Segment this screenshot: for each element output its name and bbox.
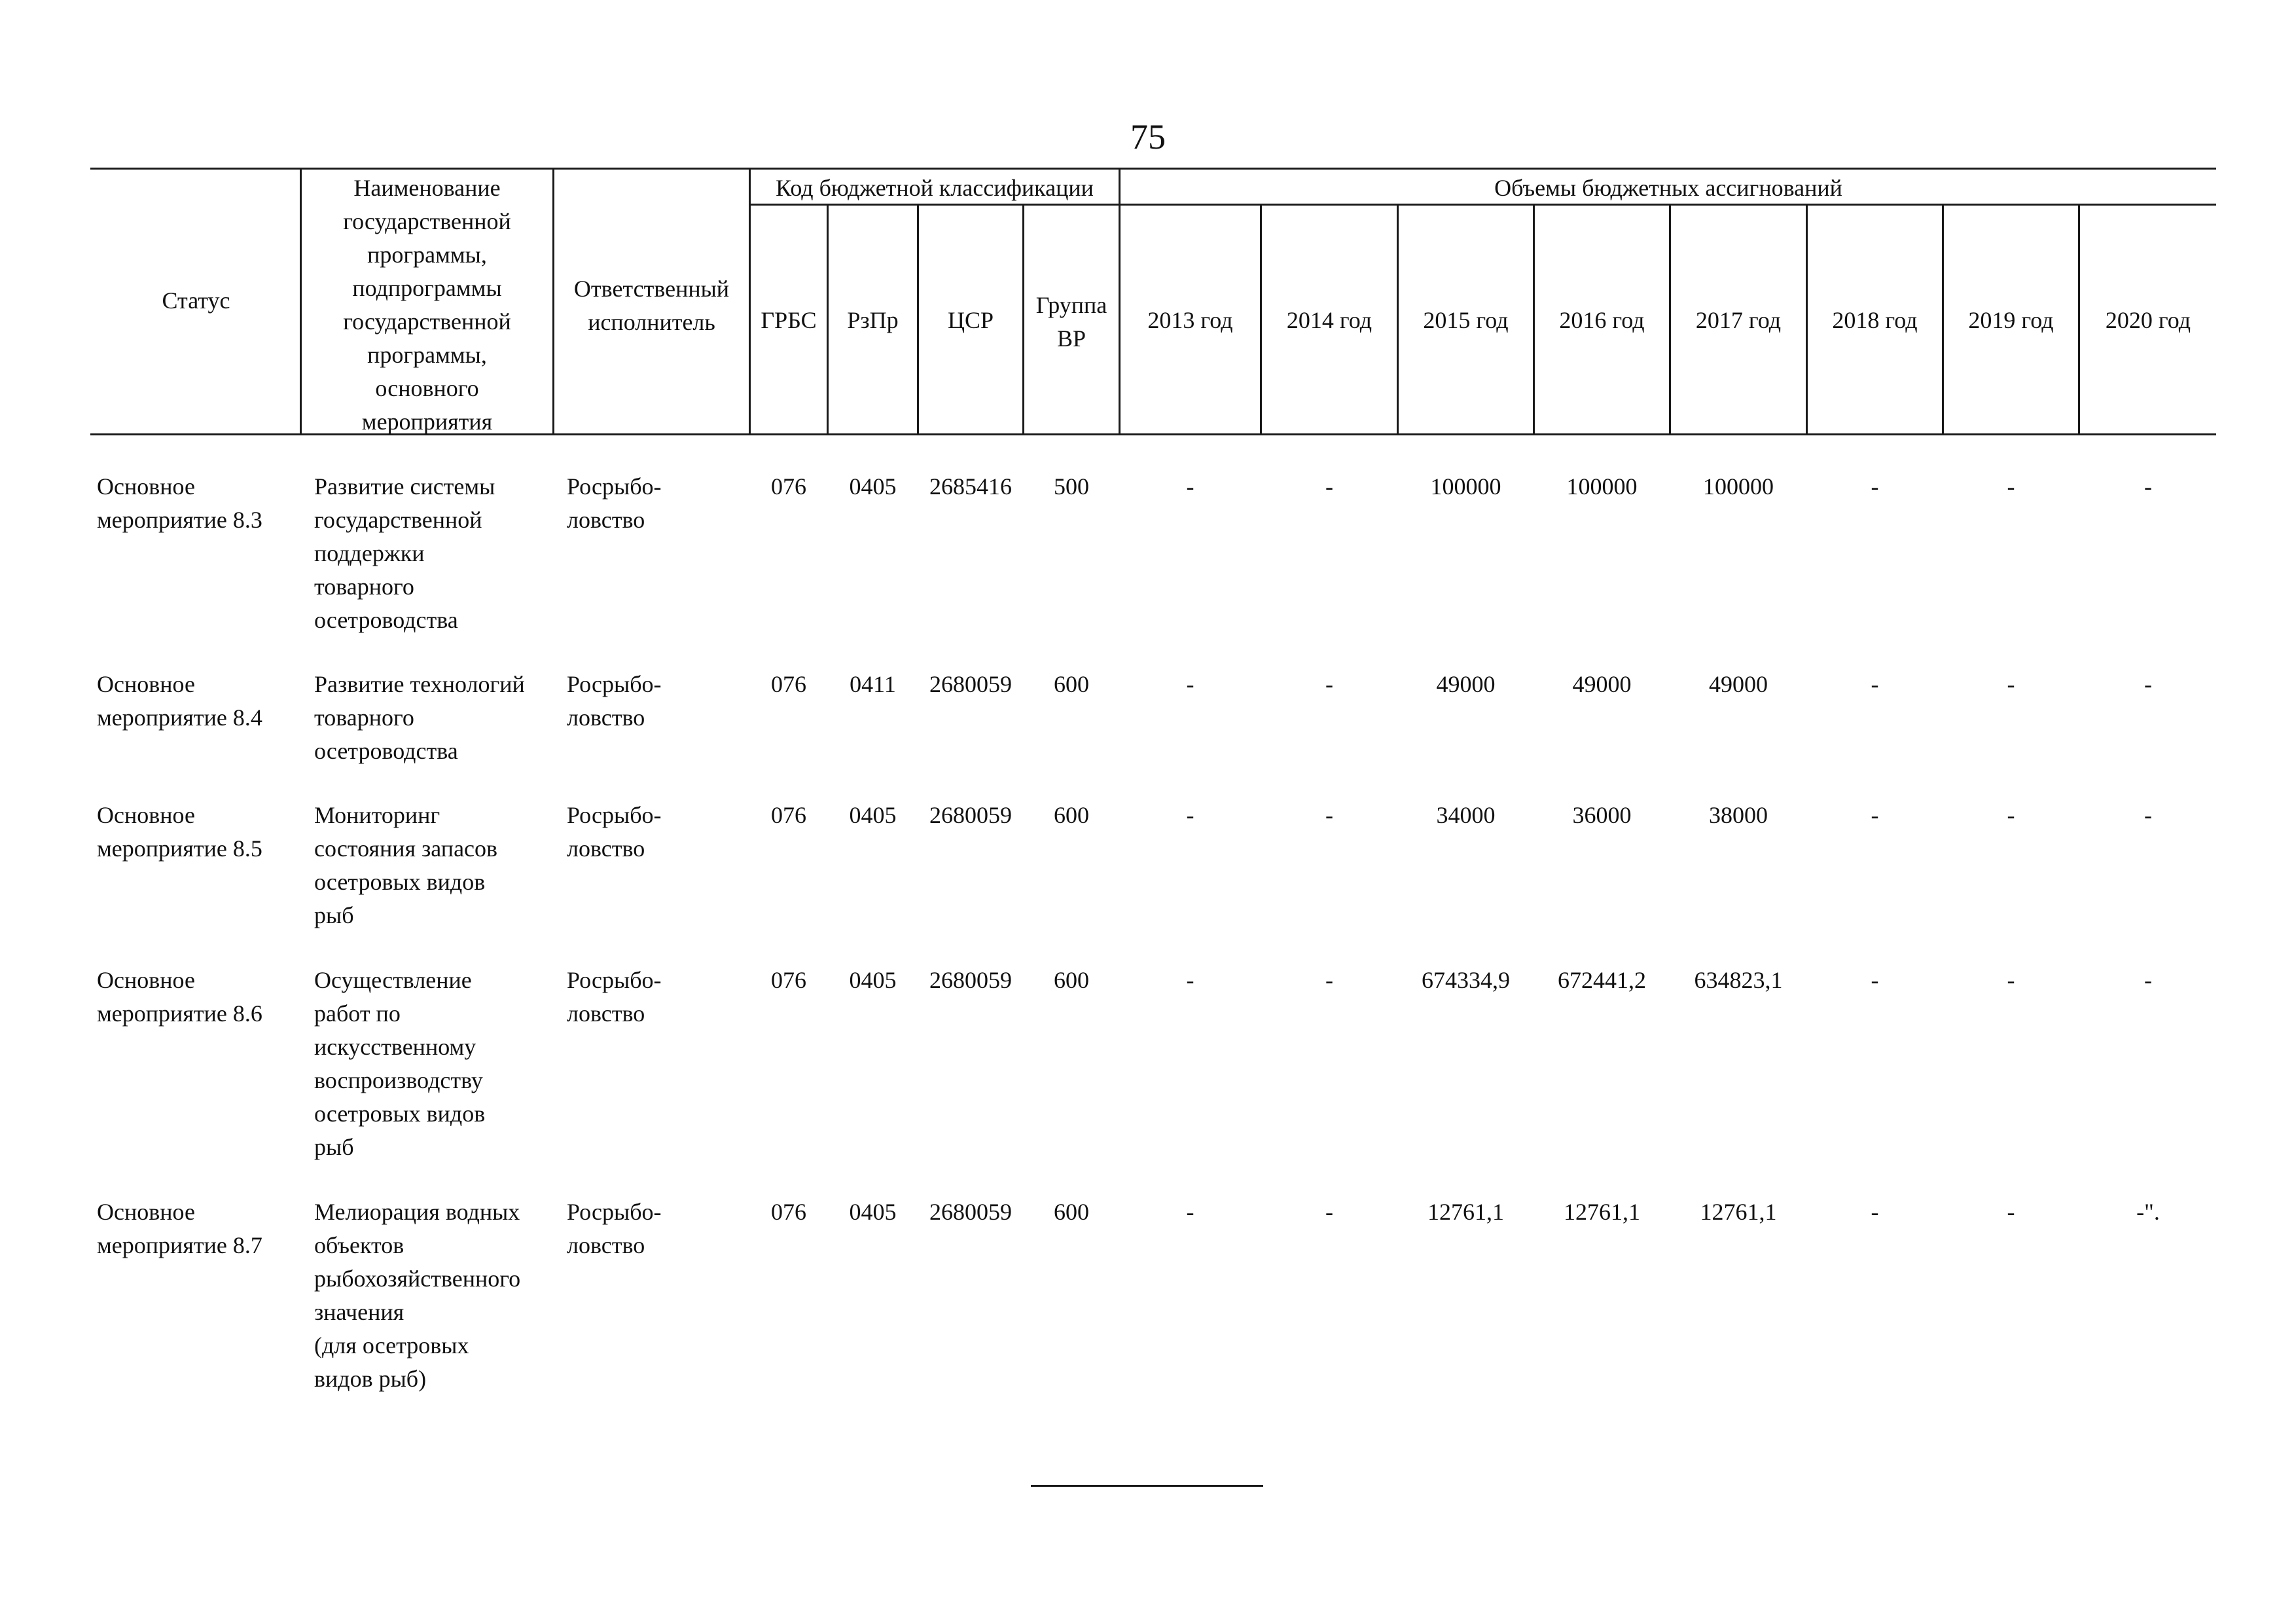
header-year-2018: 2018 год [1832,307,1918,333]
executor-cell-line: Росрыбо- [567,1199,662,1225]
status-cell [97,964,300,1030]
executor-cell-line: Росрыбо- [567,671,662,697]
status-cell-line: мероприятие 8.4 [97,704,262,731]
header-name-line: мероприятия [361,409,493,435]
year-value-cell: - [2144,473,2152,500]
closing-separator-line [1031,1485,1263,1487]
header-grbs: ГРБС [761,307,817,333]
vr-cell: 600 [1054,1199,1089,1225]
name-cell-line: рыб [314,1134,354,1160]
header-vr-line: ВР [1056,325,1086,352]
column-divider [749,168,751,433]
rzpr-cell: 0405 [849,802,897,828]
status-cell [97,470,300,537]
year-value-cell: - [1871,967,1879,993]
column-divider [1119,168,1121,433]
name-cell [314,668,552,768]
name-cell-line: Развитие технологий [314,671,525,697]
status-cell-line: Основное [97,802,195,828]
header-year-2016: 2016 год [1559,307,1645,333]
year-value-cell: - [1871,473,1879,500]
name-cell-line: осетровых видов [314,1101,486,1127]
header-year-2015: 2015 год [1423,307,1509,333]
name-cell-line: Осуществление [314,967,472,993]
name-cell-line: значения [314,1299,404,1325]
year-value-cell: 672441,2 [1558,967,1646,993]
executor-cell [567,799,749,866]
year-value-cell: - [2007,802,2015,828]
status-cell-line: мероприятие 8.6 [97,1000,262,1027]
status-cell-line: Основное [97,473,195,500]
executor-cell-line: ловство [567,1000,645,1027]
year-value-cell: 100000 [1430,473,1501,500]
header-year-2013: 2013 год [1147,307,1233,333]
grbs-cell: 076 [771,671,806,697]
executor-cell [567,470,749,537]
name-cell-line: рыбохозяйственного [314,1266,521,1292]
year-value-cell: - [1186,671,1194,697]
year-value-cell: 38000 [1709,802,1768,828]
name-cell-line: товарного [314,704,414,731]
executor-cell-line: Росрыбо- [567,473,662,500]
header-csr: ЦСР [947,307,994,333]
status-cell [97,799,300,866]
status-cell-line: Основное [97,671,195,697]
executor-cell-line: ловство [567,835,645,862]
year-value-cell: 36000 [1572,802,1632,828]
executor-cell [567,964,749,1030]
name-cell-line: Мониторинг [314,802,440,828]
header-year-2020: 2020 год [2105,307,2191,333]
header-vr [1024,289,1119,356]
name-cell-line: государственной [314,507,482,533]
header-year-2017: 2017 год [1695,307,1782,333]
executor-cell [567,668,749,735]
header-executor-line: Ответственный [573,276,730,302]
year-value-cell: 12761,1 [1427,1199,1504,1225]
name-cell-line: осетроводства [314,607,458,633]
name-cell [314,799,552,932]
header-year-2014: 2014 год [1286,307,1372,333]
year-value-cell: - [1871,802,1879,828]
year-value-cell: - [2144,802,2152,828]
year-value-cell: 634823,1 [1694,967,1783,993]
rzpr-cell: 0411 [850,671,896,697]
executor-cell-line: Росрыбо- [567,802,662,828]
header-name-line: основного [375,375,479,401]
header-name-line: программы, [367,342,487,368]
csr-cell: 2680059 [929,802,1012,828]
name-cell-line: осетровых видов [314,869,486,895]
vr-cell: 600 [1054,802,1089,828]
grbs-cell: 076 [771,802,806,828]
year-value-cell: - [1325,1199,1333,1225]
year-value-cell: 12761,1 [1564,1199,1640,1225]
year-value-cell: 12761,1 [1700,1199,1777,1225]
header-name-line: государственной [343,308,511,335]
page-number: 75 [1130,117,1166,156]
rzpr-cell: 0405 [849,473,897,500]
year-value-cell: - [2007,671,2015,697]
csr-cell: 2680059 [929,1199,1012,1225]
header-budget-code-group: Код бюджетной классификации [776,175,1094,201]
year-value-cell: - [1871,1199,1879,1225]
grbs-cell: 076 [771,1199,806,1225]
name-cell-line: поддержки [314,540,425,566]
name-cell-line: Мелиорация водных [314,1199,520,1225]
status-cell-line: мероприятие 8.7 [97,1232,262,1258]
header-executor [554,272,749,339]
header-name [302,172,552,439]
status-cell-line: мероприятие 8.3 [97,507,262,533]
name-cell-line: товарного [314,574,414,600]
year-value-cell: - [2007,967,2015,993]
year-value-cell: - [1186,473,1194,500]
year-value-cell: - [1325,802,1333,828]
name-cell [314,470,552,637]
status-cell-line: Основное [97,1199,195,1225]
year-value-cell: - [1186,1199,1194,1225]
vr-cell: 600 [1054,967,1089,993]
executor-cell-line: ловство [567,507,645,533]
executor-cell [567,1195,749,1262]
year-value-cell: - [2007,1199,2015,1225]
rzpr-cell: 0405 [849,1199,897,1225]
header-executor-line: исполнитель [588,309,715,335]
csr-cell: 2680059 [929,671,1012,697]
csr-cell: 2680059 [929,967,1012,993]
header-allocations-group: Объемы бюджетных ассигнований [1494,175,1842,201]
grbs-cell: 076 [771,473,806,500]
year-value-cell: 100000 [1566,473,1638,500]
status-cell-line: мероприятие 8.5 [97,835,262,862]
year-value-cell: - [1186,802,1194,828]
header-vr-line: Группа [1035,292,1107,318]
header-name-line: Наименование [353,175,501,201]
executor-cell-line: ловство [567,704,645,731]
year-value-cell: - [2007,473,2015,500]
name-cell-line: объектов [314,1232,404,1258]
table-top-border [90,168,2216,170]
year-value-cell: 34000 [1436,802,1496,828]
vr-cell: 500 [1054,473,1089,500]
status-cell-line: Основное [97,967,195,993]
name-cell-line: Развитие системы [314,473,495,500]
header-name-line: государственной [343,208,511,234]
year-value-cell: 674334,9 [1422,967,1510,993]
grbs-cell: 076 [771,967,806,993]
year-value-cell: - [2144,671,2152,697]
year-value-cell: -". [2136,1199,2160,1225]
vr-cell: 600 [1054,671,1089,697]
year-value-cell: - [1325,967,1333,993]
year-value-cell: 49000 [1436,671,1496,697]
header-name-line: подпрограммы [352,275,502,301]
name-cell-line: работ по [314,1000,401,1027]
header-status: Статус [162,287,230,314]
name-cell-line: осетроводства [314,738,458,764]
executor-cell-line: Росрыбо- [567,967,662,993]
name-cell [314,964,552,1164]
name-cell-line: искусственному [314,1034,476,1060]
csr-cell: 2685416 [929,473,1012,500]
name-cell-line: воспроизводству [314,1067,483,1093]
year-value-cell: 49000 [1709,671,1768,697]
year-value-cell: - [1325,473,1333,500]
executor-cell-line: ловство [567,1232,645,1258]
status-cell [97,668,300,735]
name-cell [314,1195,552,1396]
name-cell-line: рыб [314,902,354,928]
header-name-line: программы, [367,242,487,268]
year-value-cell: 49000 [1572,671,1632,697]
name-cell-line: (для осетровых [314,1332,469,1359]
year-value-cell: 100000 [1703,473,1774,500]
year-value-cell: - [1325,671,1333,697]
header-rzpr: РзПр [847,307,899,333]
name-cell-line: состояния запасов [314,835,498,862]
year-value-cell: - [1186,967,1194,993]
year-value-cell: - [2144,967,2152,993]
year-value-cell: - [1871,671,1879,697]
status-cell [97,1195,300,1262]
name-cell-line: видов рыб) [314,1366,427,1392]
header-year-2019: 2019 год [1968,307,2054,333]
rzpr-cell: 0405 [849,967,897,993]
